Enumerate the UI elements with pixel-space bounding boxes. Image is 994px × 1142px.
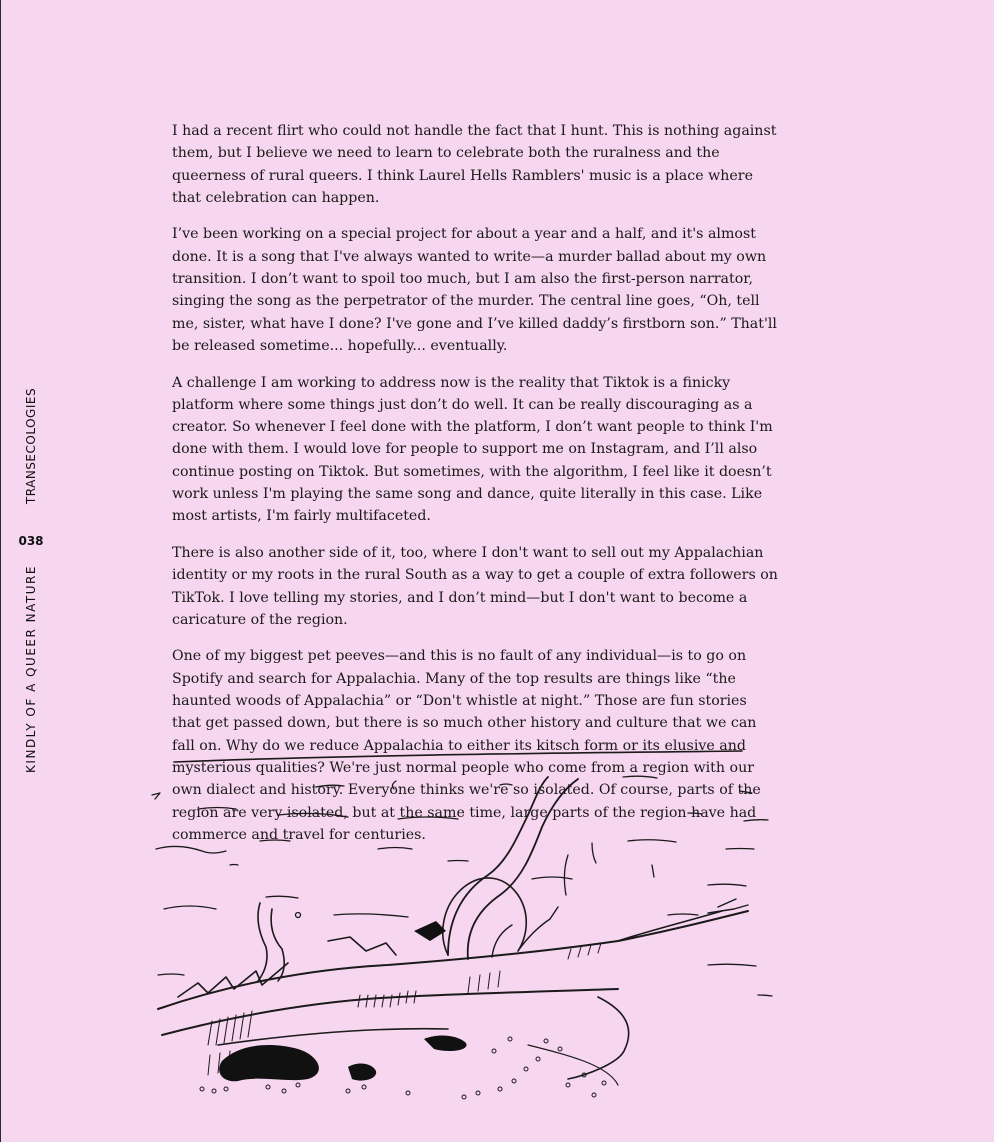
- paragraph-3: A challenge I am working to address now is the reality that Tiktok is a finicky platform where some things just don’t do well. It can be really discouraging as a creator. So whenever I feel done with the platform, I don’t want people to think I'm done with them. I would love for people to support me on Instagram, and I’ll also continue posting on Tiktok. But sometimes, with the algorithm, I feel like it doesn’t work unless I'm playing the same song and dance, quite literally in this case. Like most artists, I'm fairly multifaceted.: [172, 374, 773, 525]
- page-edge-line: [0, 0, 1, 1142]
- page-number: 038: [18, 534, 44, 548]
- paragraph-4: There is also another side of it, too, where I don't want to sell out my Appalachian identity or my roots in the rural South as a way to get a couple of extra followers on TikTok. I love telling my stories, and I don’t mind—but I don't want to become a caricature of the region.: [172, 544, 778, 628]
- spine-title-label: KINDLY OF A QUEER NATURE: [24, 565, 38, 773]
- paragraph-5: One of my biggest pet peeves—and this is no fault of any individual—is to go on Spotify and search for Appalachia. Many of the top results are things like “the haunted woods of Appalachia” or “Don't whistle at night.” Those are fun stories that get passed down, but there is so much other history and culture that we can fall on. Why do we reduce Appalachia to either its kitsch form or its elusive and mysterious qualities? We're just normal people who come from a region with our own dialect and history. Everyone thinks we're so isolated. Of course, parts of the region are very isolated, but at the same time, large parts of the region have had commerce and travel for centuries.: [172, 648, 761, 843]
- paragraph-1: I had a recent flirt who could not handle the fact that I hunt. This is nothing against them, but I believe we need to learn to celebrate both the ruralness and the queerness of rural queers. I think Laurel Hells Ramblers' music is a place where that celebration can happen.: [172, 123, 777, 206]
- driftwood-illustration: [148, 745, 778, 1110]
- paragraph-2: I’ve been working on a special project for about a year and a half, and it's almost done. It is a song that I've always wanted to write—a murder ballad about my own transition. I don’t want to spoil too much, but I am also the first-person narrator, singing the song as the perpetrator of the murder. The central line goes, “Oh, tell me, sister, what have I done? I've gone and I’ve killed daddy’s firstborn son.” That'll be released sometime... hopefully... eventually.: [172, 226, 777, 354]
- spine-series-label: TRANSECOLOGIES: [24, 387, 38, 505]
